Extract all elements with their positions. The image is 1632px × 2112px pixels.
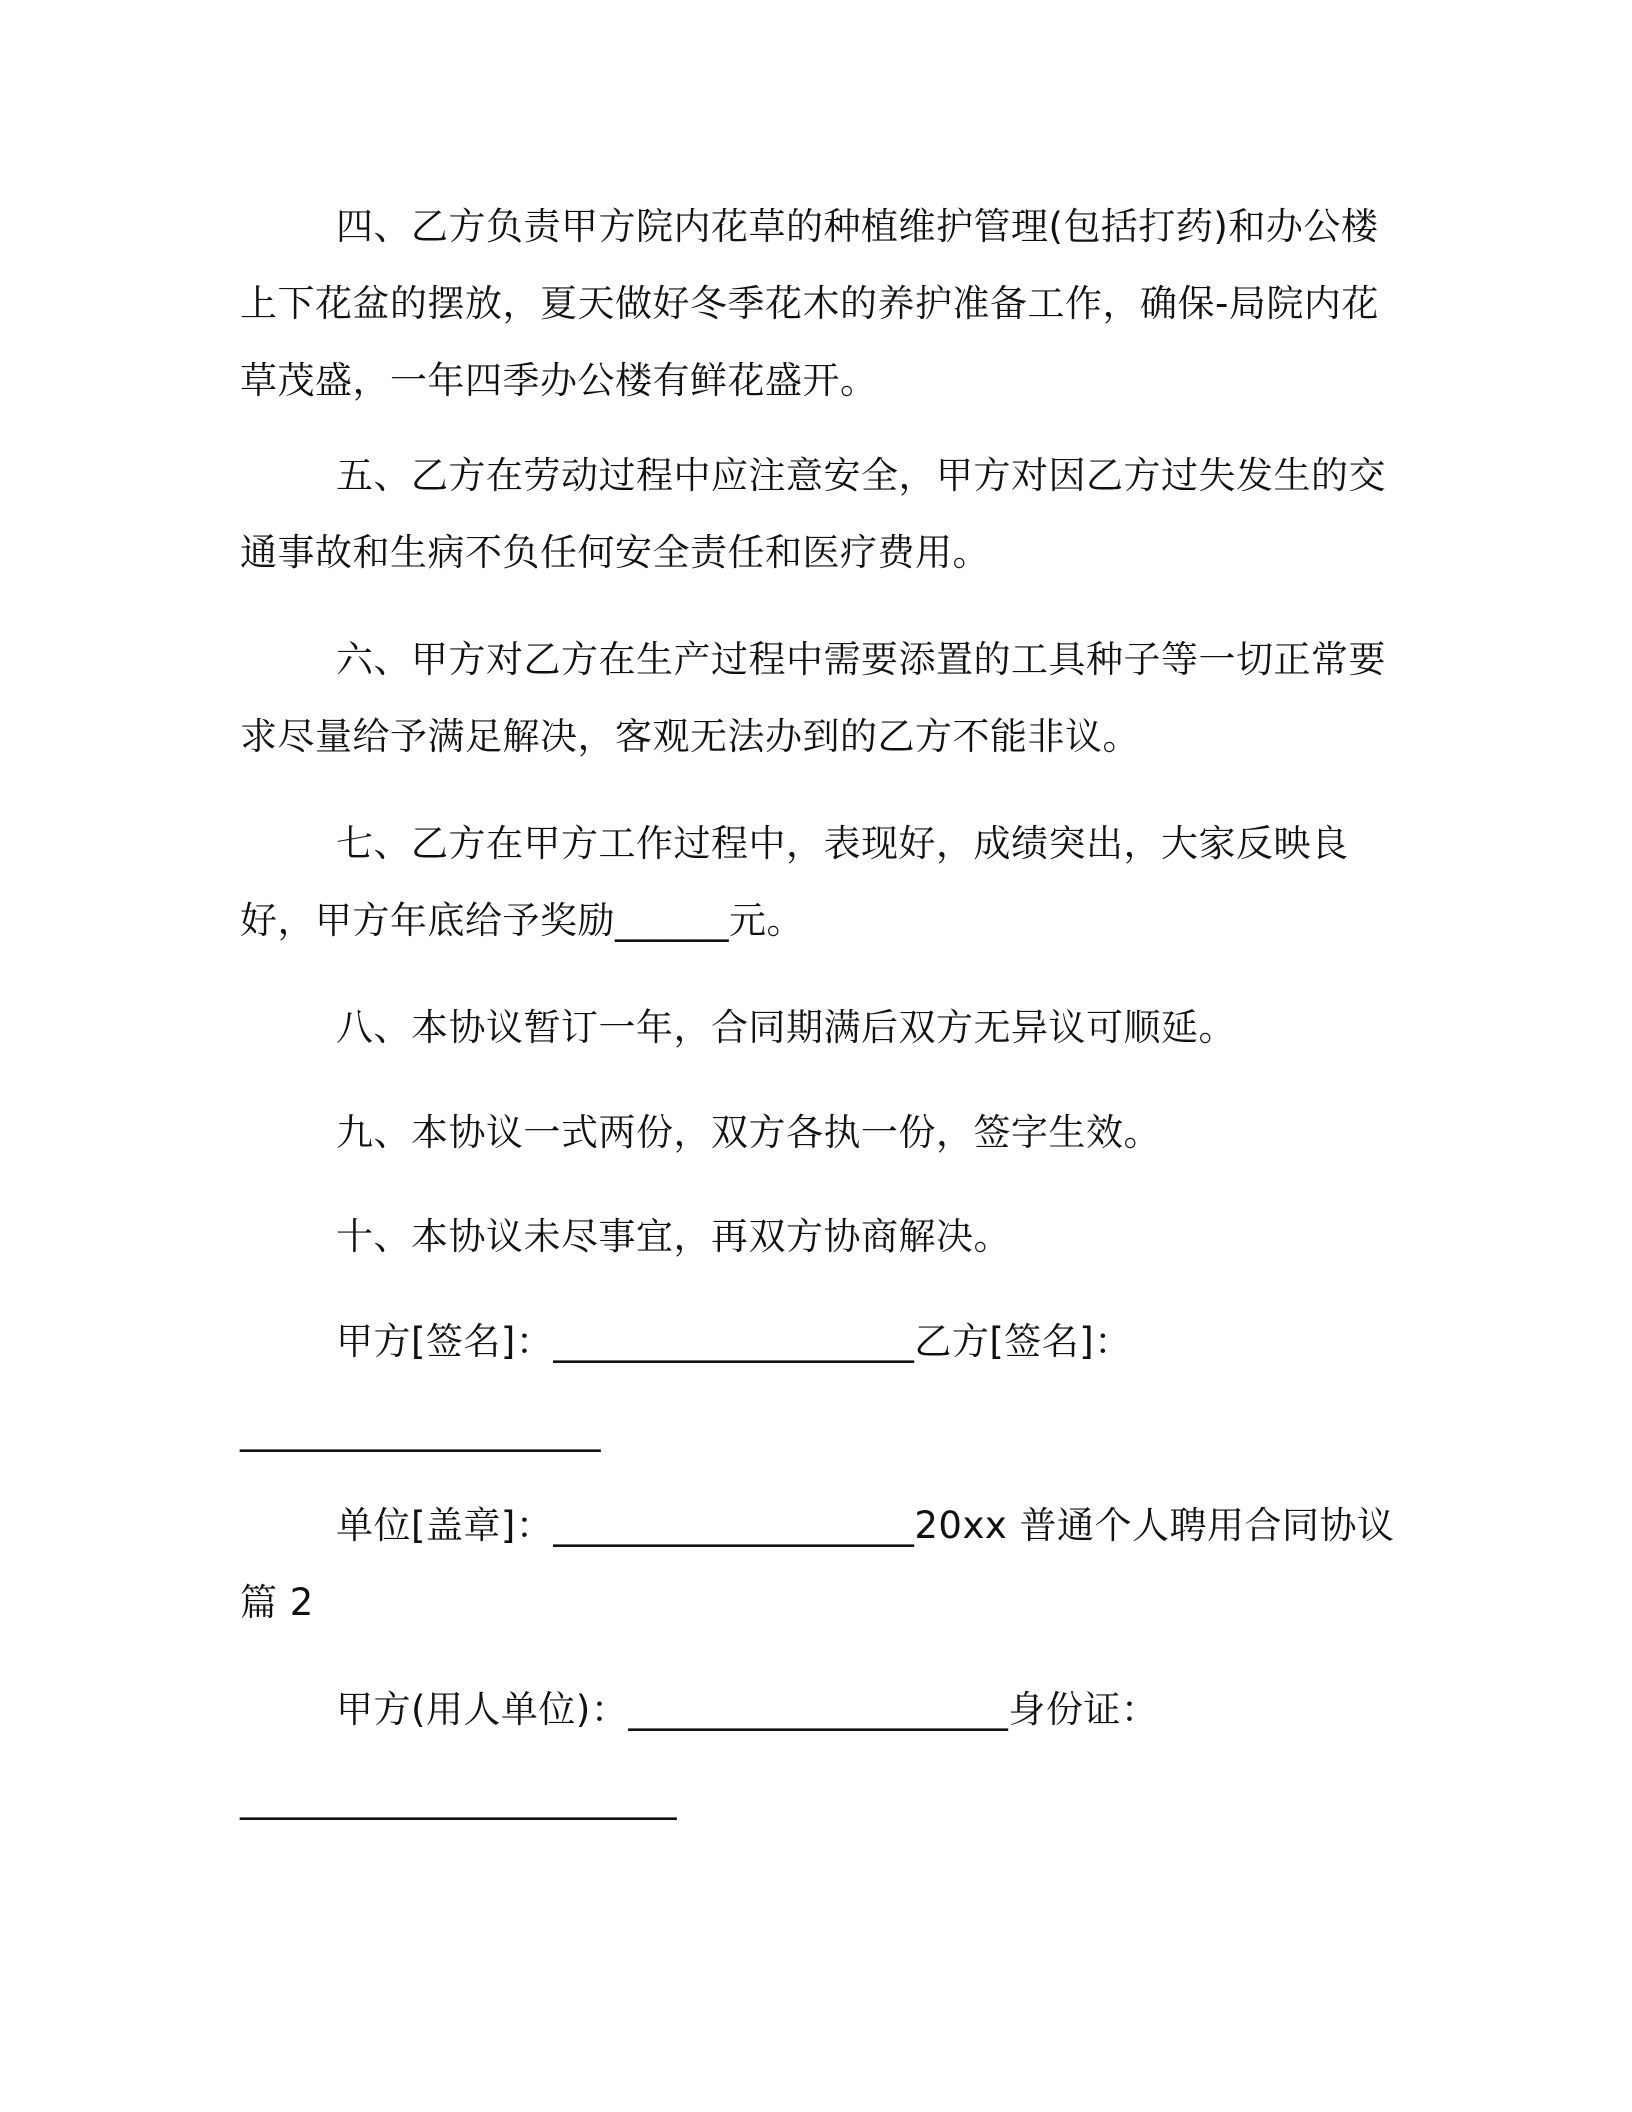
clause-seven: 七、乙方在甲方工作过程中，表现好，成绩突出，大家反映良好，甲方年底给予奖励______元。 — [240, 822, 1349, 942]
clause-eight: 八、本协议暂订一年，合同期满后双方无异议可顺延。 — [336, 1006, 1236, 1049]
id-blank: _______________________ — [240, 1777, 677, 1820]
clause-five: 五、乙方在劳动过程中应注意安全，甲方对因乙方过失发生的交通事故和生病不负任何安全责任和医疗费用。 — [240, 454, 1386, 574]
signature-blank: ___________________ — [240, 1409, 601, 1452]
clause-nine: 九、本协议一式两份，双方各执一份，签字生效。 — [336, 1111, 1161, 1154]
clause-six: 六、甲方对乙方在生产过程中需要添置的工具种子等一切正常要求尽量给予满足解决，客观无法办到的乙方不能非议。 — [240, 638, 1386, 758]
signature-line: 甲方[签名]：___________________乙方[签名]： — [336, 1320, 1132, 1363]
employer-line: 甲方(用人单位)：____________________身份证： — [336, 1688, 1159, 1731]
clause-four: 四、乙方负责甲方院内花草的种植维护管理(包括打药)和办公楼上下花盆的摆放，夏天做好冬季花木的养护准备工作，确保-局院内花草茂盛，一年四季办公楼有鲜花盛开。 — [240, 205, 1379, 402]
clause-ten: 十、本协议未尽事宜，再双方协商解决。 — [336, 1215, 1011, 1258]
seal-line: 单位[盖章]：___________________20xx 普通个人聘用合同协议篇 2 — [240, 1504, 1395, 1624]
